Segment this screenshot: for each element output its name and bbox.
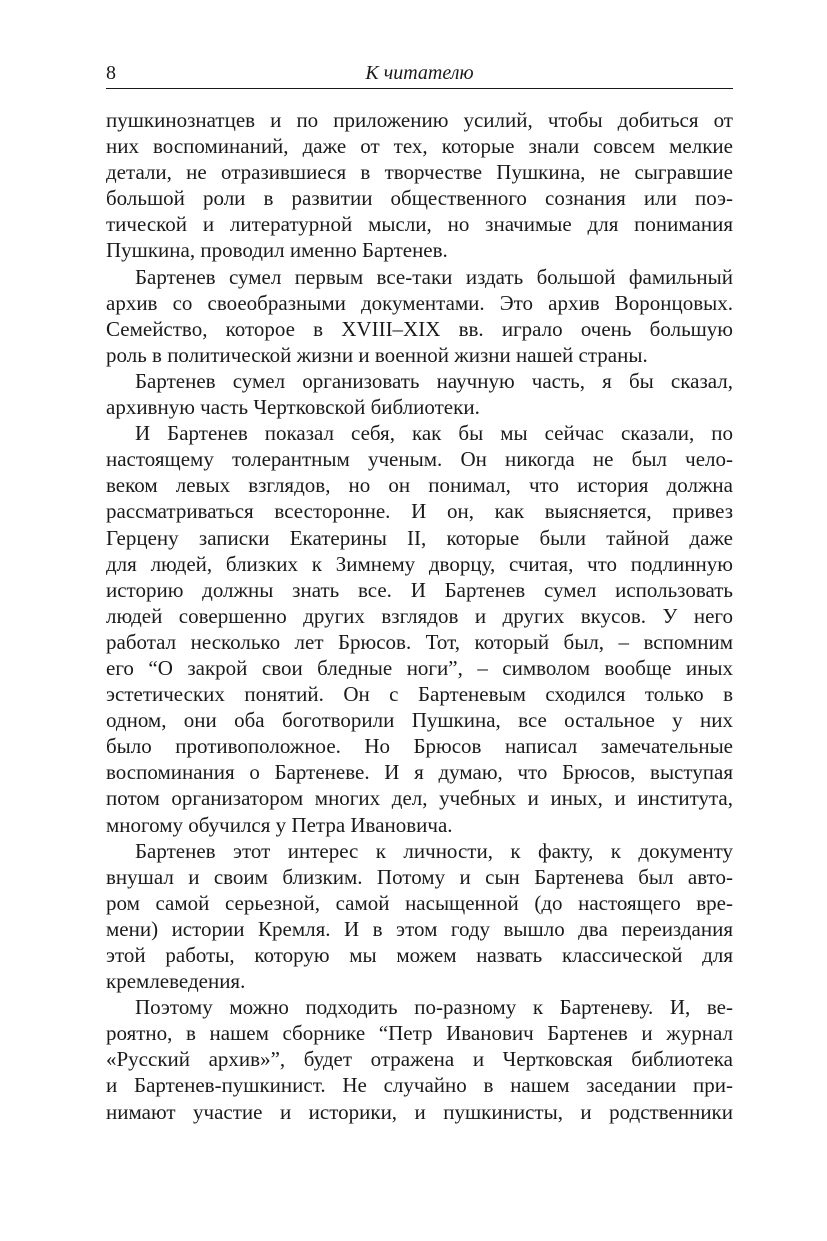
- text-line: потом организатором многих дел, учебных и иных, и института,: [106, 786, 733, 811]
- text-line: Герцену записки Екатерины II, которые были тайной даже: [106, 525, 733, 550]
- text-line: них воспоминаний, даже от тех, которые знали совсем мелкие: [106, 134, 733, 159]
- text-line: нимают участие и историки, и пушкинисты, и родственники: [106, 1099, 733, 1124]
- text-line: большой роли в развитии общественного сознания или поэ-: [106, 186, 733, 211]
- running-title: К читателю: [365, 62, 474, 84]
- text-line: людей совершенно других взглядов и других вкусов. У него: [106, 603, 733, 628]
- book-page: [106, 58, 733, 1125]
- text-line: историю должны знать все. И Бартенев сумел использовать: [106, 577, 733, 602]
- text-line: настоящему толерантным ученым. Он никогда не был чело-: [106, 447, 733, 472]
- text-line: Поэтому можно подходить по-разному к Бартеневу. И, ве-: [135, 995, 733, 1020]
- text-line: и Бартенев-пушкинист. Не случайно в нашем заседании при-: [106, 1073, 733, 1098]
- text-line: архив со своеобразными документами. Это архив Воронцовых.: [106, 290, 733, 315]
- text-line: многому обучился у Петра Ивановича.: [106, 812, 453, 837]
- text-line: пушкинознатцев и по приложению усилий, чтобы добиться от: [106, 108, 733, 132]
- text-line: Бартенев этот интерес к личности, к факту, к документу: [135, 838, 733, 863]
- text-line: его “О закрой свои бледные ноги”, – символом вообще иных: [106, 655, 733, 680]
- text-line: тической и литературной мысли, но значимые для понимания: [106, 212, 733, 237]
- text-line: мени) истории Кремля. И в этом году вышло два переиздания: [106, 916, 733, 941]
- paragraph: [106, 838, 733, 995]
- paragraph: [106, 420, 733, 838]
- text-line: роятно, в нашем сборнике “Петр Иванович Бартенев и журнал: [106, 1021, 733, 1046]
- text-line: эстетических понятий. Он с Бартеневым сходился только в: [106, 682, 733, 707]
- body-text: [106, 107, 733, 1125]
- page-number: 8: [106, 62, 116, 84]
- text-line: роль в политической жизни и военной жизни нашей страны.: [106, 342, 648, 367]
- text-line: кремлеведения.: [106, 969, 246, 994]
- text-line: этой работы, которую мы можем назвать классической для: [106, 943, 733, 967]
- paragraph: [106, 264, 733, 368]
- text-line: архивную часть Чертковской библиотеки.: [106, 395, 480, 420]
- running-head: [106, 58, 733, 89]
- text-line: Пушкина, проводил именно Бартенев.: [106, 238, 448, 263]
- text-line: «Русский архив»”, будет отражена и Чертковская библиотека: [106, 1047, 733, 1072]
- text-line: рассматриваться всесторонне. И он, как выясняется, привез: [106, 499, 733, 524]
- paragraph: [106, 107, 733, 264]
- text-line: для людей, близких к Зимнему дворцу, считая, что подлинную: [106, 551, 733, 576]
- text-line: воспоминания о Бартеневе. И я думаю, что Брюсов, выступая: [106, 760, 733, 785]
- text-line: работал несколько лет Брюсов. Тот, который был, – вспомним: [106, 629, 733, 654]
- text-line: И Бартенев показал себя, как бы мы сейчас сказали, по: [135, 421, 733, 446]
- text-line: одном, они оба боготворили Пушкина, все остальное у них: [106, 708, 733, 733]
- paragraph: [106, 368, 733, 420]
- text-line: веком левых взглядов, но он понимал, что история должна: [106, 473, 733, 498]
- text-line: Бартенев сумел первым все-таки издать большой фамильный: [135, 264, 733, 289]
- text-line: было противоположное. Но Брюсов написал замечательные: [106, 734, 733, 759]
- paragraph: [106, 994, 733, 1124]
- text-line: внушал и своим близким. Потому и сын Бартенева был авто-: [106, 864, 733, 889]
- text-line: ром самой серьезной, самой насыщенной (до настоящего вре-: [106, 890, 733, 915]
- text-line: детали, не отразившиеся в творчестве Пушкина, не сыгравшие: [106, 160, 733, 185]
- text-line: Семейство, которое в XVIII–XIX вв. играло очень большую: [106, 316, 733, 341]
- text-line: Бартенев сумел организовать научную часть, я бы сказал,: [135, 368, 733, 393]
